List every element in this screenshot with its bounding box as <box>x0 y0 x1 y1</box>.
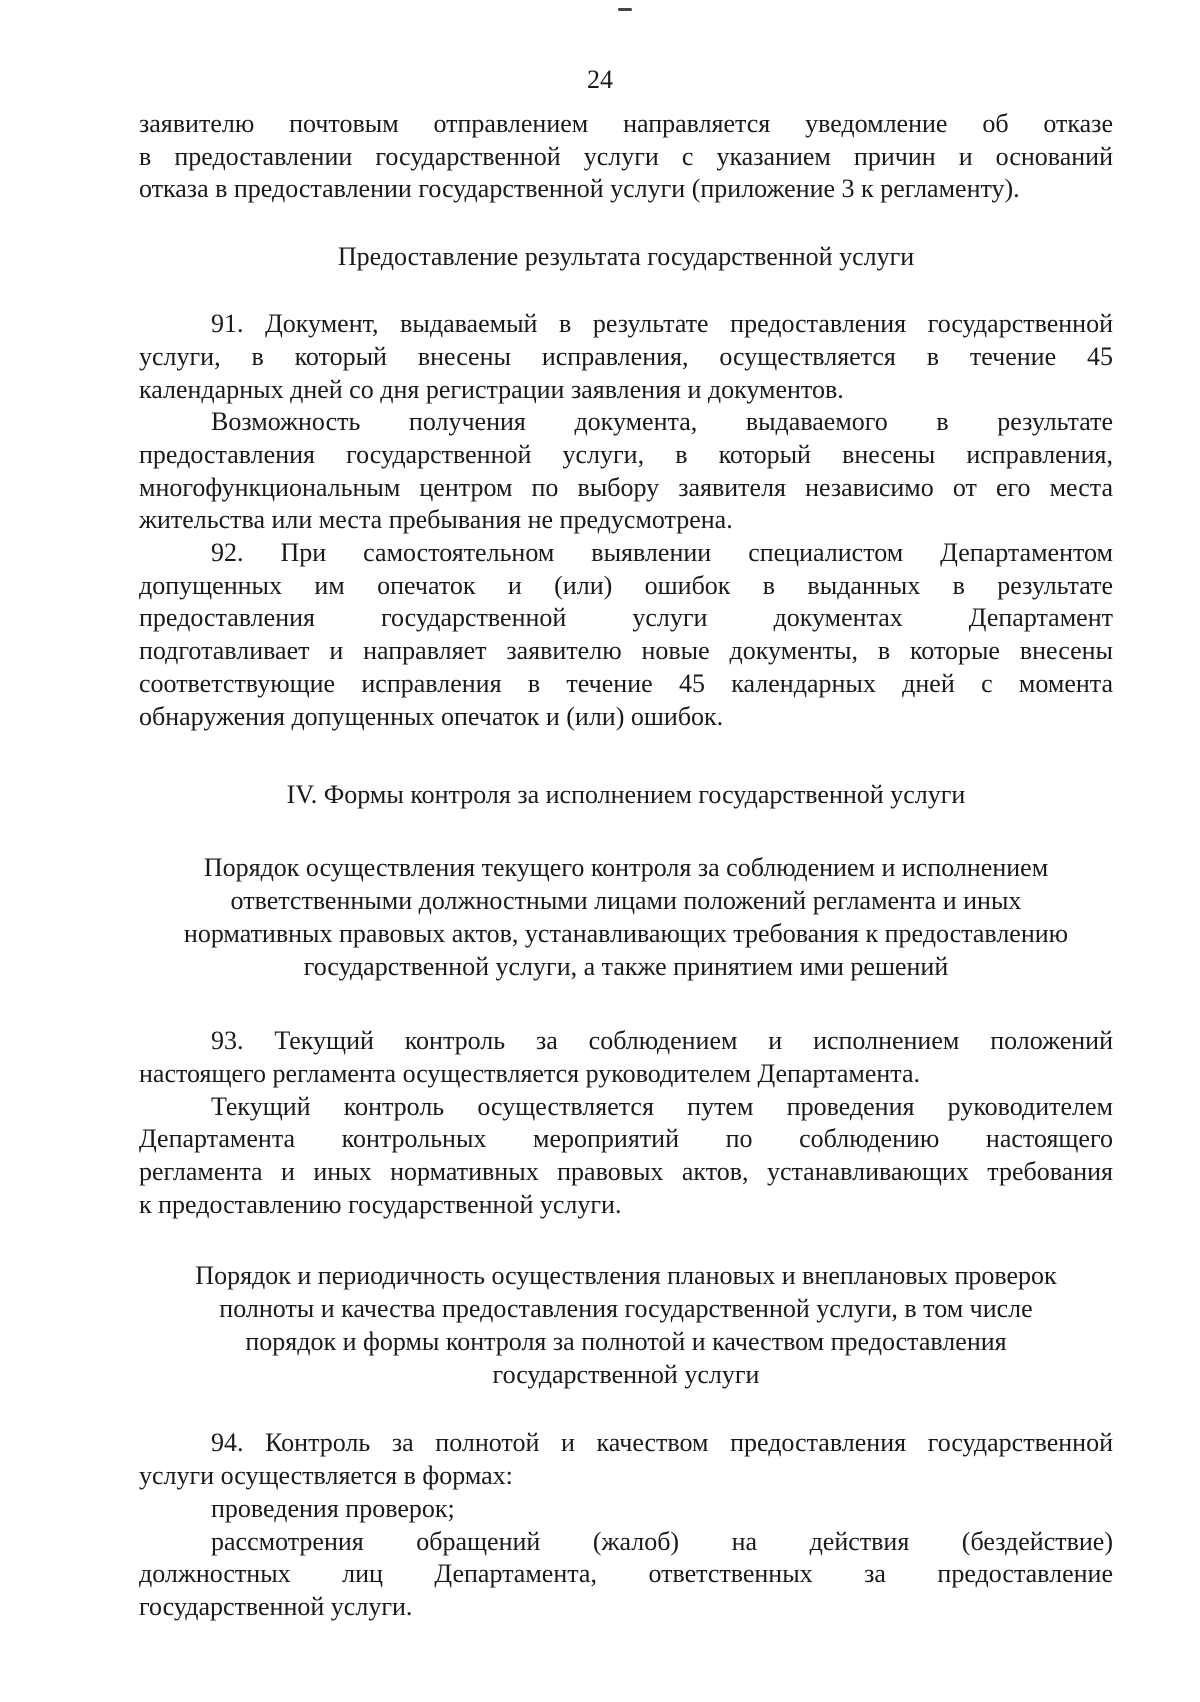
text-line: рассмотрения обращений (жалоб) на действия (бездействие) <box>211 1526 1113 1556</box>
paragraph-91 <box>139 308 1113 406</box>
heading-line: государственной услуги, а также принятием ими решений <box>303 952 949 982</box>
text-line: Текущий контроль осуществляется путем проведения руководителем <box>211 1091 1113 1121</box>
heading-line: Порядок и периодичность осуществления плановых и внеплановых проверок <box>195 1261 1057 1291</box>
text-line: предоставления государственной услуги, в который внесены исправления, <box>139 439 1113 469</box>
list-item <box>139 1526 1113 1624</box>
text-line: календарных дней со дня регистрации заявления и документов. <box>139 374 844 404</box>
heading-line: Порядок осуществления текущего контроля за соблюдением и исполнением <box>203 853 1049 883</box>
text-line: многофункциональным центром по выбору заявителя независимо от его места <box>139 472 1113 502</box>
text-line: государственной услуги. <box>139 1591 413 1621</box>
text-line: соответствующие исправления в течение 45 календарных дней с момента <box>139 668 1113 698</box>
text-line: Департамента контрольных мероприятий по соблюдению настоящего <box>139 1124 1113 1154</box>
paragraph-92 <box>139 537 1113 733</box>
list-item: проведения проверок; <box>211 1493 455 1523</box>
text-line: 92. При самостоятельном выявлении специалистом Департаментом <box>211 538 1113 568</box>
text-line: Возможность получения документа, выдаваемого в результате <box>211 407 1113 437</box>
paragraph-94 <box>139 1427 1113 1492</box>
text-line: услуги, в который внесены исправления, осуществляется в течение 45 <box>139 341 1113 371</box>
text-line: 91. Документ, выдаваемый в результате предоставления государственной <box>211 309 1113 339</box>
heading-line: государственной услуги <box>492 1360 760 1390</box>
section-heading-result: Предоставление результата государственной услуги <box>337 242 915 272</box>
heading-line: полноты и качества предоставления государственной услуги, в том числе <box>219 1294 1033 1324</box>
text-line: заявителю почтовым отправлением направляется уведомление об отказе <box>139 109 1113 138</box>
paragraph-93 <box>139 1025 1113 1090</box>
section-heading-current-control <box>139 851 1113 983</box>
document-body <box>139 108 1113 1624</box>
text-line: настоящего регламента осуществляется руководителем Департамента. <box>139 1058 921 1088</box>
heading-line: нормативных правовых актов, устанавливающих требования к предоставлению <box>183 919 1069 949</box>
text-line: предоставления государственной услуги документах Департамент <box>139 603 1113 633</box>
scan-artifact-mark <box>618 8 632 11</box>
text-line: жительства или места пребывания не предусмотрена. <box>139 505 733 535</box>
heading-line: порядок и формы контроля за полнотой и качеством предоставления <box>245 1327 1007 1357</box>
text-line: услуги осуществляется в формах: <box>139 1461 513 1491</box>
text-line: должностных лиц Департамента, ответственных за предоставление <box>139 1559 1113 1589</box>
paragraph-91-continued <box>139 406 1113 537</box>
intro-paragraph <box>139 108 1113 206</box>
text-line: регламента и иных нормативных правовых актов, устанавливающих требования <box>139 1157 1113 1187</box>
chapter-heading: IV. Формы контроля за исполнением государственной услуги <box>286 780 966 810</box>
section-heading-checks <box>139 1259 1113 1391</box>
text-line: к предоставлению государственной услуги. <box>139 1189 622 1219</box>
text-line: обнаружения допущенных опечаток и (или) ошибок. <box>139 701 724 731</box>
text-line: в предоставлении государственной услуги с указанием причин и оснований <box>139 141 1113 171</box>
text-line: 94. Контроль за полнотой и качеством предоставления государственной <box>211 1428 1113 1458</box>
text-line: отказа в предоставлении государственной услуги (приложение 3 к регламенту). <box>139 174 1020 204</box>
page-number: 24 <box>587 65 613 94</box>
text-line: 93. Текущий контроль за соблюдением и исполнением положений <box>211 1026 1113 1056</box>
heading-line: ответственными должностными лицами положений регламента и иных <box>230 886 1022 916</box>
text-line: подготавливает и направляет заявителю новые документы, в которые внесены <box>139 636 1113 666</box>
text-line: допущенных им опечаток и (или) ошибок в выданных в результате <box>139 570 1113 600</box>
paragraph-93-continued <box>139 1091 1113 1222</box>
